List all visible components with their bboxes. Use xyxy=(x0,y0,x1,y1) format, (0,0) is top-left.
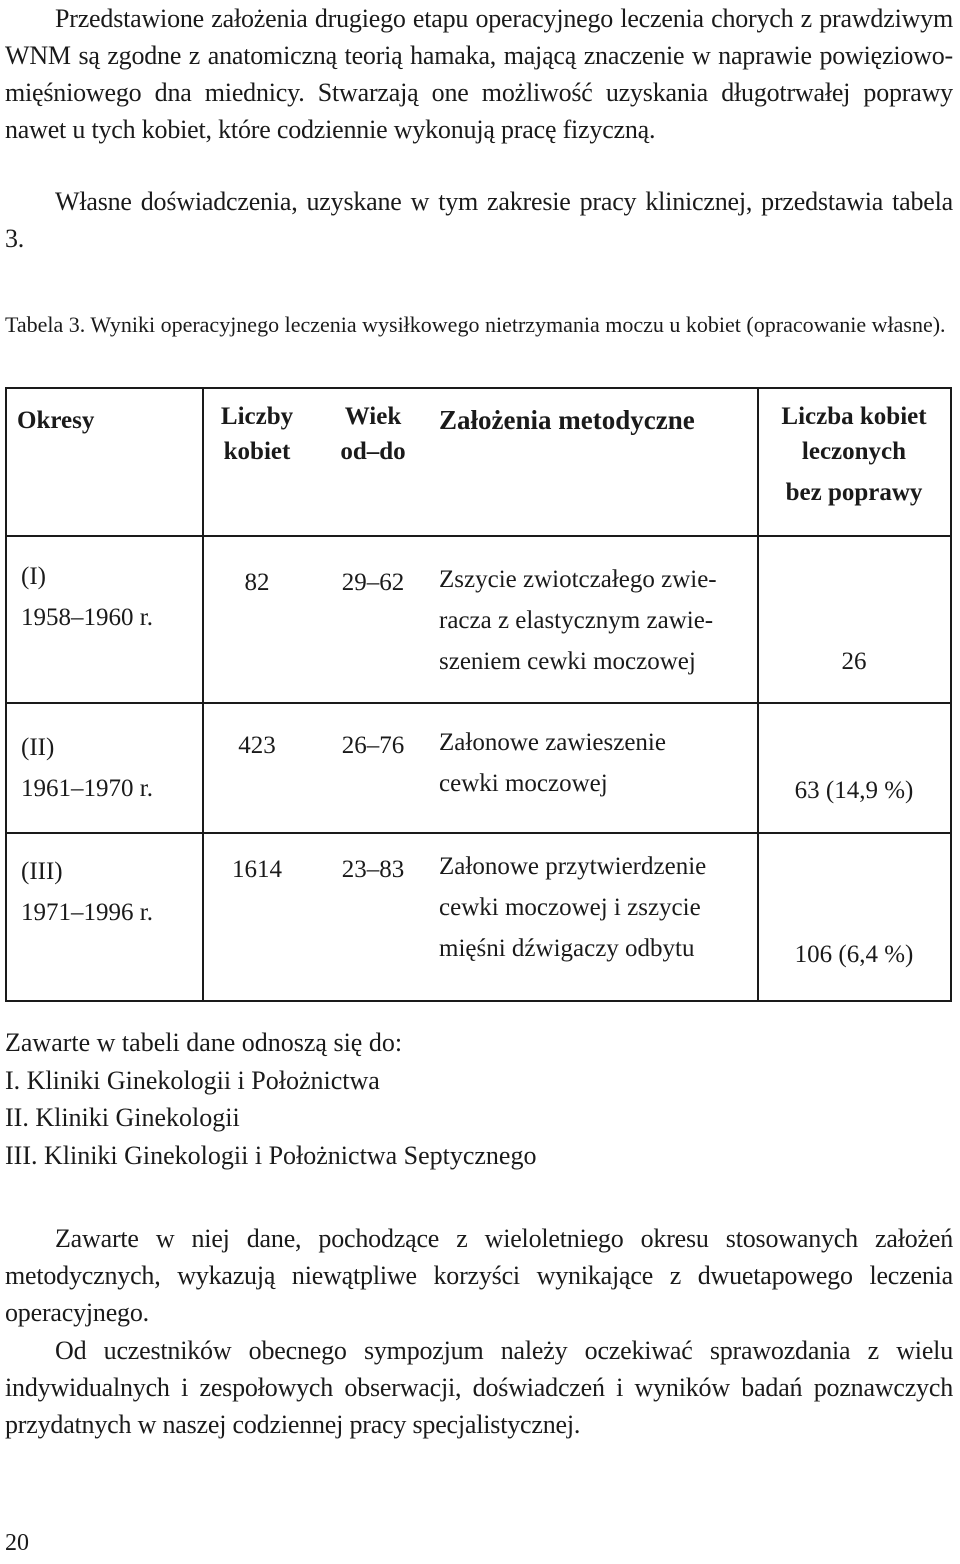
row-2-no-improvement: 63 (14,9 %) xyxy=(794,777,914,804)
symposium-paragraph: Od uczestników obecnego sympozjum należy oczekiwać sprawozdania z wielu indywidualnych i zespołowych obserwacji, doświadczeń i wyników badań poznawczych przydatnych w naszej codziennej pracy specjalistycznej. xyxy=(5,1336,953,1439)
table-caption: Tabela 3. Wyniki operacyjnego leczenia wysiłkowego nietrzymania moczu u kobiet (opracowanie własne). xyxy=(5,312,946,337)
column-divider xyxy=(202,389,204,1000)
row-divider xyxy=(7,832,950,834)
row-2-period: (II) 1961–1970 r. xyxy=(21,734,153,802)
row-1-period: (I) 1958–1960 r. xyxy=(21,563,153,631)
header-liczby-kobiet: Liczby kobiet xyxy=(220,403,294,465)
header-zalozenia: Założenia metodyczne xyxy=(439,405,695,435)
notes-intro: Zawarte w tabeli dane odnoszą się do: xyxy=(5,1028,403,1057)
row-3-period: (III) 1971–1996 r. xyxy=(21,858,153,926)
page-number: 20 xyxy=(5,1530,29,1556)
note-item: III. Kliniki Ginekologii i Położnictwa Septycznego xyxy=(5,1140,537,1170)
header-liczba-kobiet-leczonych: Liczba kobiet leczonych bez poprawy xyxy=(781,403,927,506)
row-1-age: 29–62 xyxy=(341,569,405,596)
note-item: I. Kliniki Ginekologii i Położnictwa xyxy=(5,1065,380,1095)
row-divider xyxy=(7,702,950,704)
row-2-count: 423 xyxy=(238,732,276,759)
table-reference-paragraph: Własne doświadczenia, uzyskane w tym zakresie pracy klinicznej, przedstawia tabela 3. xyxy=(5,187,953,253)
intro-paragraph: Przedstawione założenia drugiego etapu operacyjnego leczenia chorych z prawdziwym WNM są zgodne z anatomiczną teorią hamaka, mającą znaczenie w naprawie powięziowo-mięśniowego dna miednicy. Stwarzają one możliwość uzyskania długotrwałej poprawy nawet u tych kobiet, które codziennie wykonują pracę fizyczną. xyxy=(5,4,953,144)
header-wiek: Wiek od–do xyxy=(340,403,406,465)
row-1-no-improvement: 26 xyxy=(841,648,867,675)
row-2-age: 26–76 xyxy=(341,732,405,759)
row-3-method: Załonowe przytwierdzenie cewki moczowej i zszycie mięśni dźwigaczy odbytu xyxy=(439,853,707,962)
row-2-method: Załonowe zawieszenie cewki moczowej xyxy=(439,729,666,797)
header-row-divider xyxy=(7,535,950,537)
results-table xyxy=(5,387,952,1002)
note-item: II. Kliniki Ginekologii xyxy=(5,1103,240,1132)
row-1-method: Zszycie zwiotczałego zwie- racza z elastycznym zawie- szeniem cewki moczowej xyxy=(439,566,717,675)
row-1-count: 82 xyxy=(244,569,270,596)
conclusion-paragraph: Zawarte w niej dane, pochodzące z wieloletniego okresu stosowanych założeń metodycznych, wykazują niewątpliwe korzyści wynikające z dwuetapowego leczenia operacyjnego. xyxy=(5,1224,953,1327)
table-notes xyxy=(5,1024,536,1174)
row-3-no-improvement: 106 (6,4 %) xyxy=(794,941,914,968)
row-3-count: 1614 xyxy=(232,856,282,883)
row-3-age: 23–83 xyxy=(341,856,405,883)
header-okresy: Okresy xyxy=(17,407,95,434)
